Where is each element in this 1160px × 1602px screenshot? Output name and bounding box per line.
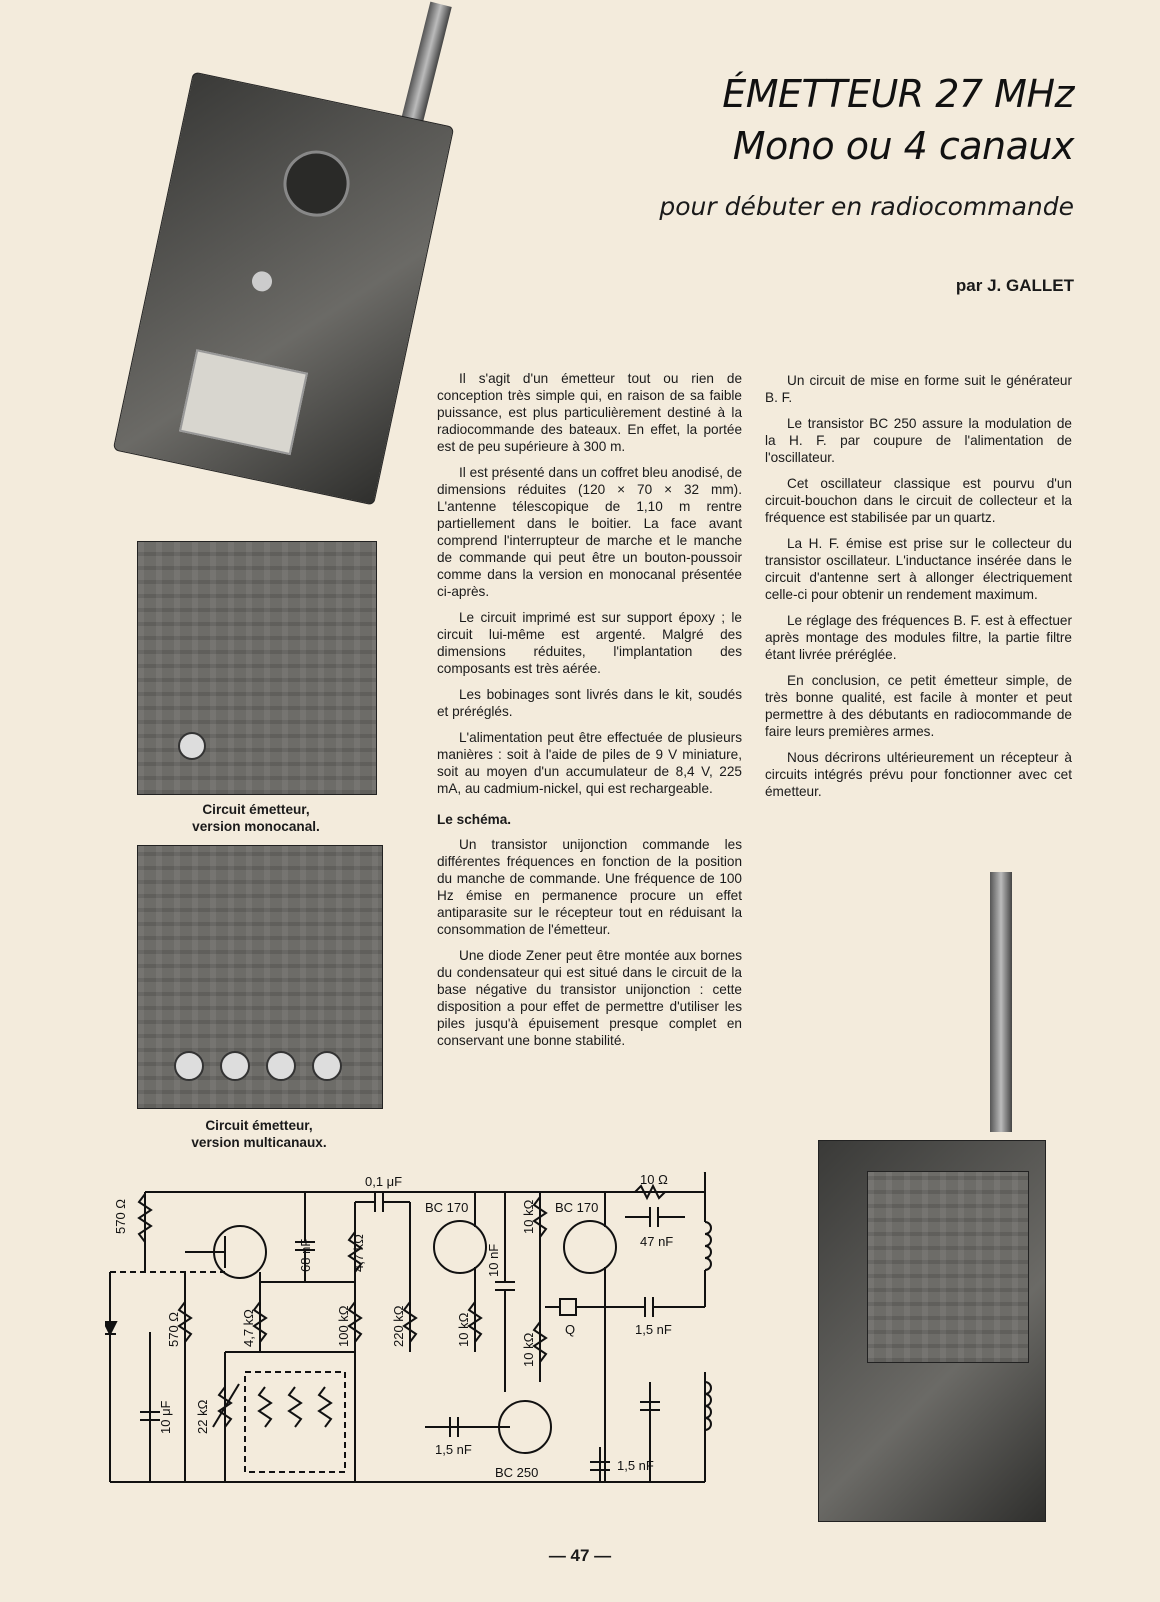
paragraph: Il est présenté dans un coffret bleu anodisé, de dimensions réduites (120 × 70 × 32 mm). L'antenne télescopique de 1,10 m rentre partiellement dans le boitier. La face avant comprend l'interrupteur de marche et le manche de commande qui peut être un bouton-poussoir comme dans la version en monocanal présentée ci-après. <box>437 465 742 599</box>
label-r47a: 4,7 kΩ <box>351 1234 366 1272</box>
schematic-labels <box>113 1172 673 1480</box>
joystick-knob <box>277 144 355 222</box>
switch-knob <box>250 270 274 294</box>
caption-line: version monocanal. <box>192 819 320 834</box>
label-r10a: 10 kΩ <box>521 1199 536 1234</box>
caption-line: Circuit émetteur, <box>205 1118 313 1133</box>
text-column-2 <box>765 372 1072 809</box>
paragraph: Le réglage des fréquences B. F. est à effectuer après montage des modules filtre, la partie filtre étant livrée préréglée. <box>765 613 1072 662</box>
label-c15b: 1,5 nF <box>435 1442 472 1457</box>
caption-line: version multicanaux. <box>191 1135 327 1150</box>
paragraph: La H. F. émise est prise sur le collecteur du transistor oscillateur. L'inductance insérée dans le circuit d'antenne sert à allonger électriquement celle-ci pour obtenir un rendement maximum. <box>765 536 1072 602</box>
paragraph: Cet oscillateur classique est pourvu d'un circuit-bouchon dans le circuit de collecteur et la fréquence est stabilisée par un quartz. <box>765 476 1072 525</box>
board-photo-monocanal <box>137 541 377 795</box>
label-r10ohm: 10 Ω <box>640 1172 668 1187</box>
label-r22: 22 kΩ <box>195 1399 210 1434</box>
label-r570a: 570 Ω <box>113 1198 128 1234</box>
label-bc250: BC 250 <box>495 1465 539 1480</box>
section-heading: Le schéma. <box>437 812 512 827</box>
trimmer-icon <box>174 1051 204 1081</box>
label-c47: 47 nF <box>640 1234 674 1249</box>
label-bc170a: BC 170 <box>425 1200 469 1215</box>
paragraph: En conclusion, ce petit émetteur simple, de très bonne qualité, est facile à monter et peut permettre à des débutants en radiocommande de faire leurs premières armes. <box>765 673 1072 739</box>
article-title-line1: ÉMETTEUR 27 MHz <box>722 72 1074 116</box>
board-photo-multicanaux <box>137 845 383 1109</box>
article-title-line2: Mono ou 4 canaux <box>732 124 1074 168</box>
label-c15c: 1,5 nF <box>617 1458 654 1473</box>
trimmer-icon <box>266 1051 296 1081</box>
label-c68: 68 nF <box>298 1238 313 1272</box>
trimmer-icon <box>178 732 206 760</box>
installed-board <box>867 1171 1029 1363</box>
caption-line: Circuit émetteur, <box>202 802 310 817</box>
caption-monocanal <box>137 801 375 835</box>
page-number: — 47 — <box>548 1546 612 1565</box>
open-case-photo <box>818 1140 1046 1522</box>
paragraph: Le circuit imprimé est sur support époxy ; le circuit lui-même est argenté. Malgré des dimensions réduites, l'implantation des composants est très aérée. <box>437 610 742 676</box>
paragraph: Un transistor unijonction commande les différentes fréquences en fonction de la position du manche de commande. Une fréquence de 100 Hz émise en permanence procure un effet antiparasite sur le récepteur tout en réduisant la consommation de l'émetteur. <box>437 837 742 937</box>
paragraph: Le transistor BC 250 assure la modulation de la H. F. par coupure de l'alimentation de l'oscillateur. <box>765 416 1072 465</box>
text-column-1 <box>437 370 742 1058</box>
label-r10b: 10 kΩ <box>456 1312 471 1347</box>
paragraph: Un circuit de mise en forme suit le générateur B. F. <box>765 373 1072 405</box>
label-c10u: 10 μF <box>158 1400 173 1434</box>
paragraph: L'alimentation peut être effectuée de plusieurs manières : soit à l'aide de piles de 9 V miniature, soit au moyen d'un accumulateur de 8,4 V, 225 mA, au cadmium-nickel, qui est rechargeable. <box>437 730 742 796</box>
transmitter-photo <box>113 71 455 505</box>
label-r47b: 4,7 kΩ <box>241 1309 256 1347</box>
circuit-schematic <box>105 1172 745 1517</box>
trimmer-icon <box>220 1051 250 1081</box>
lextronic-label <box>179 349 308 455</box>
label-c15a: 1,5 nF <box>635 1322 672 1337</box>
paragraph: Il s'agit d'un émetteur tout ou rien de conception très simple qui, en raison de sa faible puissance, est plus particulièrement destiné à la radiocommande des bateaux. En effet, la portée est de peu supérieure à 300 m. <box>437 371 742 454</box>
label-r100: 100 kΩ <box>336 1305 351 1347</box>
antenna-rod-2 <box>990 872 1012 1132</box>
label-c10n: 10 nF <box>486 1243 501 1277</box>
caption-multicanaux <box>137 1117 381 1151</box>
paragraph: Une diode Zener peut être montée aux bornes du condensateur qui est situé dans le circuit de la base négative du transistor unijonction : cette disposition a pour effet de permettre d'utiliser les piles jusqu'à épuisement presque complet en conservant une bonne stabilité. <box>437 948 742 1048</box>
label-r570b: 570 Ω <box>166 1311 181 1347</box>
label-bc170b: BC 170 <box>555 1200 599 1215</box>
label-r220: 220 kΩ <box>391 1305 406 1347</box>
article-byline: par J. GALLET <box>955 276 1074 295</box>
paragraph: Les bobinages sont livrés dans le kit, soudés et préréglés. <box>437 687 742 719</box>
label-q: Q <box>565 1322 576 1337</box>
label-r10c: 10 kΩ <box>521 1332 536 1367</box>
article-subtitle: pour débuter en radiocommande <box>659 192 1074 221</box>
label-c01: 0,1 μF <box>365 1174 403 1189</box>
paragraph: Nous décrirons ultérieurement un récepteur à circuits intégrés prévu pour fonctionner avec cet émetteur. <box>765 750 1072 799</box>
trimmer-icon <box>312 1051 342 1081</box>
